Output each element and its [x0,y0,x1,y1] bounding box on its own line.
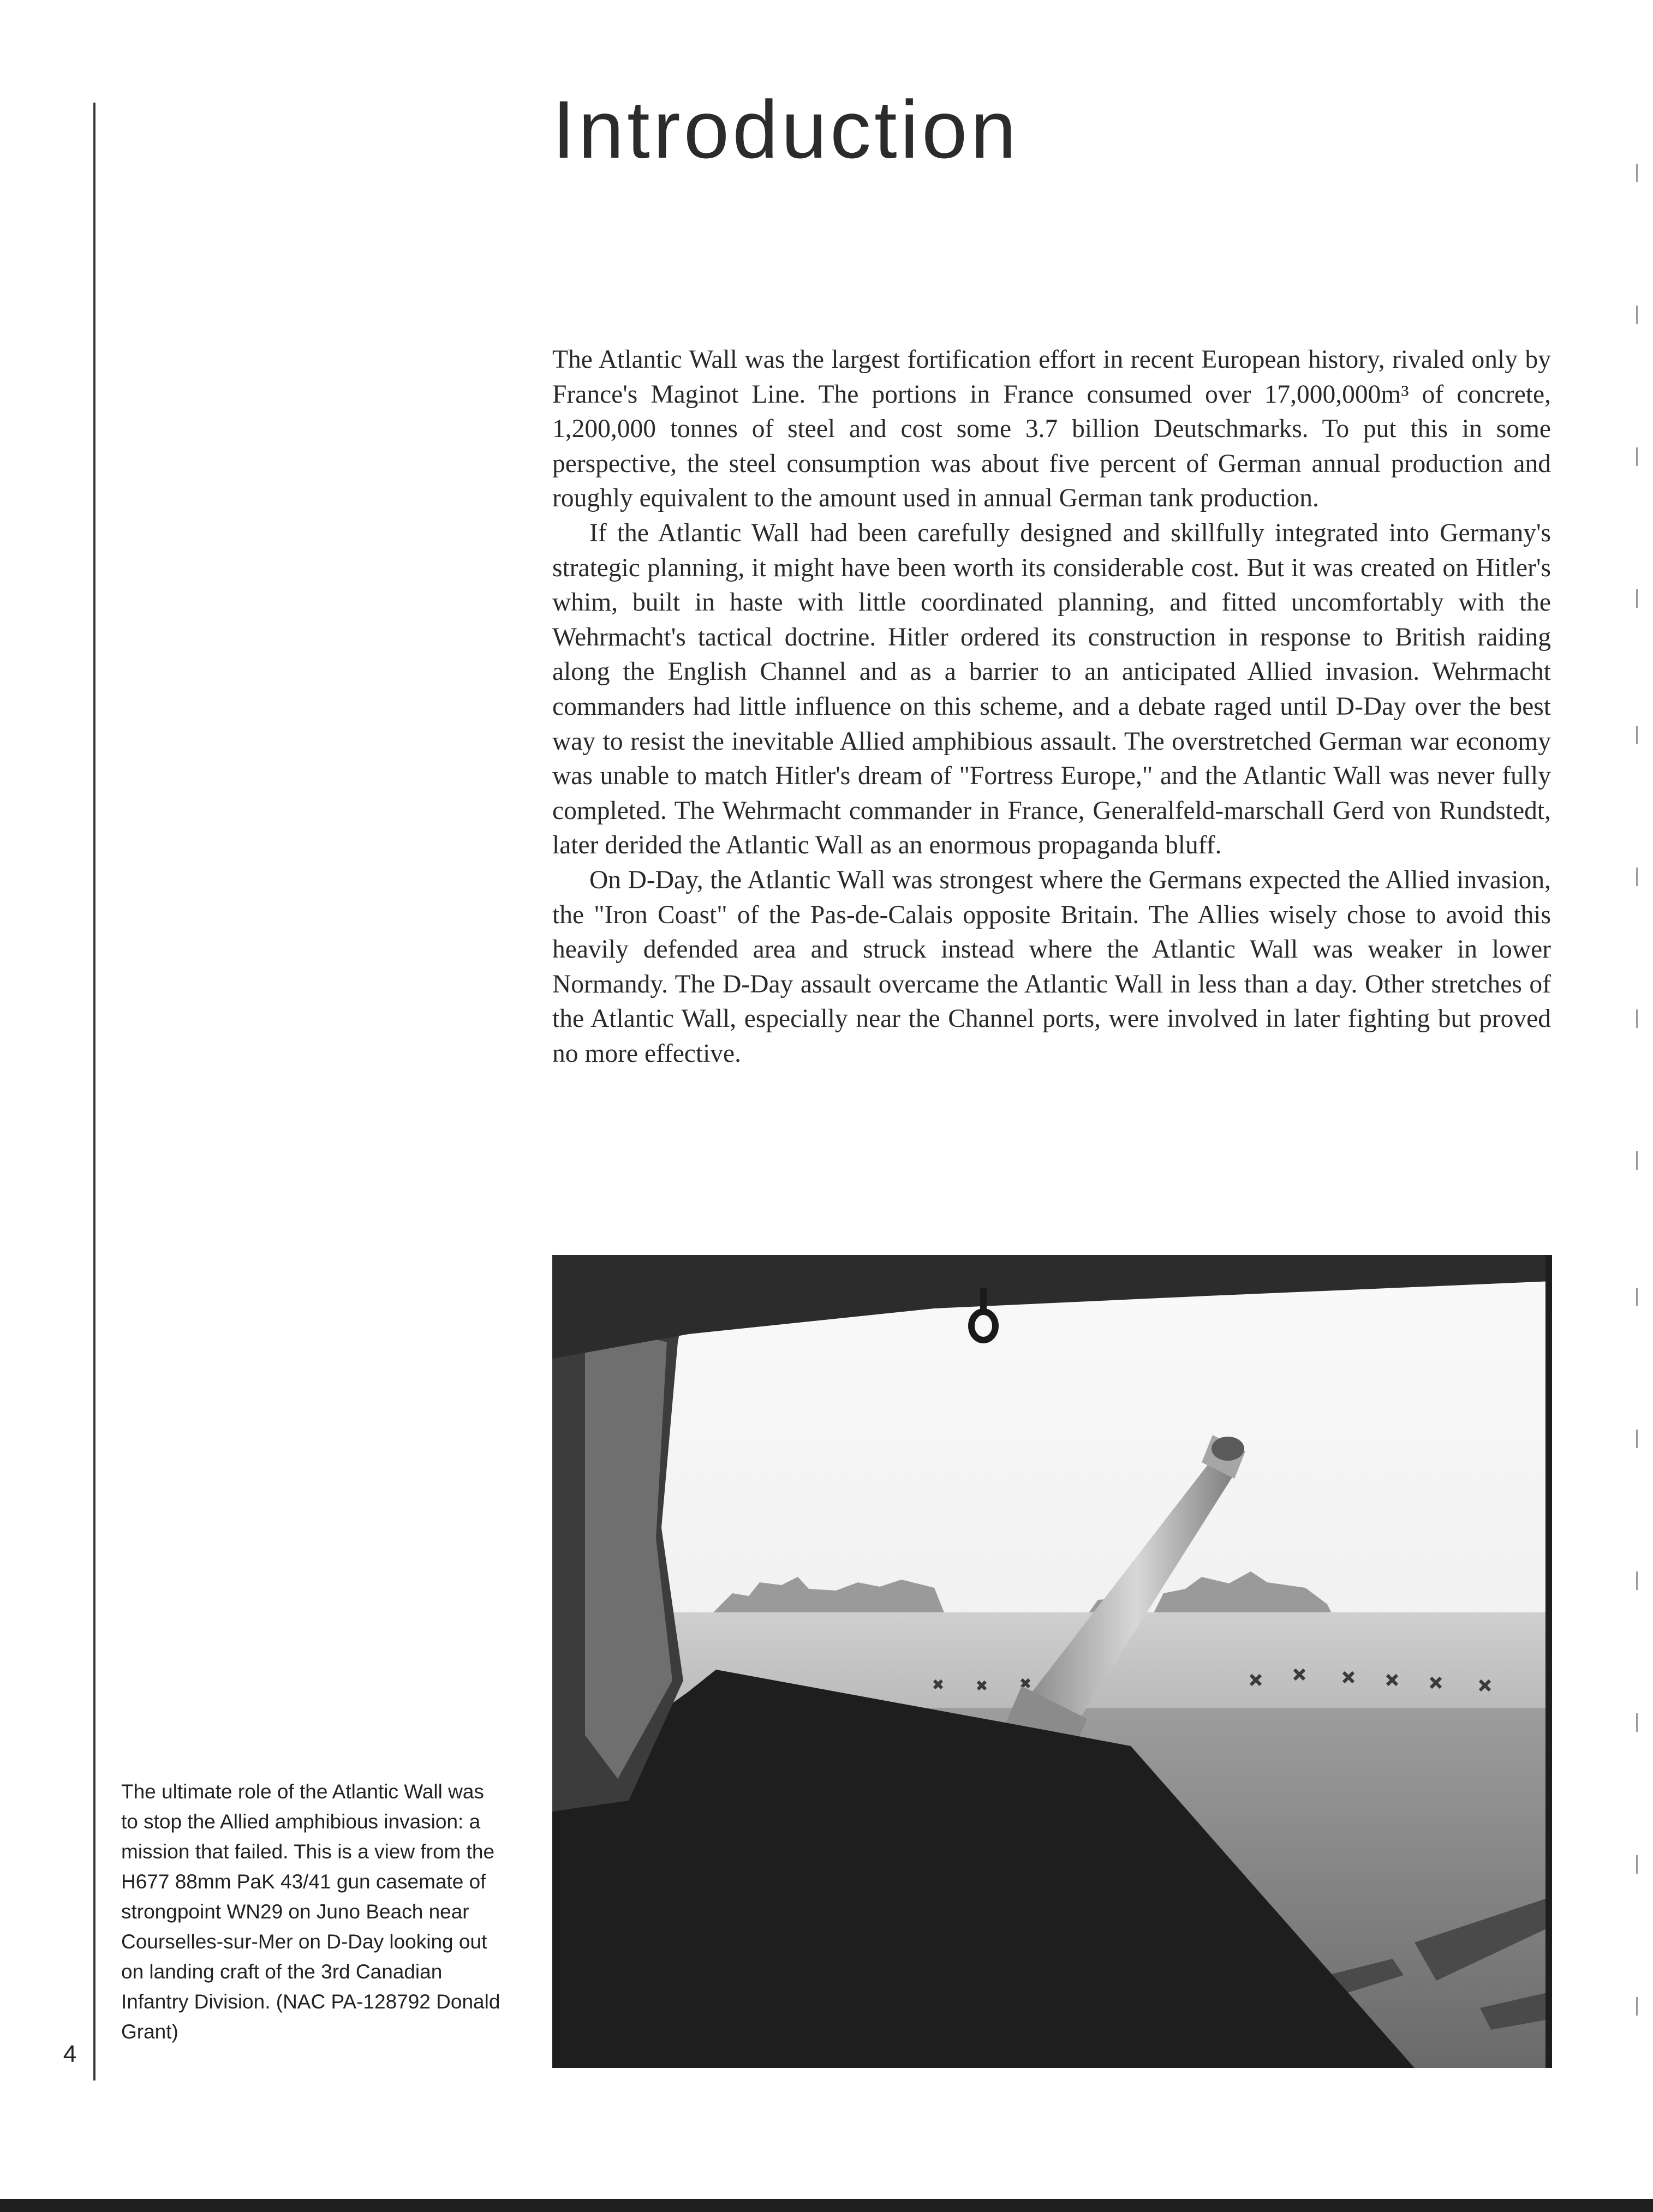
body-text [552,343,1551,1071]
body-paragraph-3: On D-Day, the Atlantic Wall was strongest where the Germans expected the Allied invasion, the "Iron Coast" of the Pas-de-Calais opposite Britain. The Allies wisely chose to avoid this heavily defended area and struck instead where the Atlantic Wall was weaker in lower Normandy. The D-Day assault overcame the Atlantic Wall in less than a day. Other stretches of the Atlantic Wall, especially near the Channel ports, were involved in later fighting but proved no more effective. [552,865,1551,1068]
page-bottom-edge [0,2199,1653,2212]
body-paragraph-1: The Atlantic Wall was the largest fortification effort in recent European history, rivaled only by France's Maginot Line. The portions in France consumed over 17,000,000m³ of concrete, 1,200,000 tonnes of steel and cost some 3.7 billion Deutschmarks. To put this in some perspective, the steel consumption was about five percent of German annual production and roughly equivalent to the amount used in annual German tank production. [552,345,1551,513]
casemate-photo [552,1255,1552,2068]
page-edge-marks [1620,0,1653,2212]
body-paragraph-2: If the Atlantic Wall had been carefully designed and skillfully integrated into Germany's strategic planning, it might have been worth its considerable cost. But it was created on Hitler's whim, built in haste with little coordinated planning, and fitted uncomfortably with the Wehrmacht's tactical doctrine. Hitler ordered its construction in response to British raiding along the English Channel and as a barrier to an anticipated Allied invasion. Wehrmacht commanders had little influence on this scheme, and a debate raged until D-Day over the best way to resist the inevitable Allied amphibious assault. The overstretched German war economy was unable to match Hitler's dream of "Fortress Europe," and the Atlantic Wall was never fully completed. The Wehrmacht commander in France, Generalfeld-marschall Gerd von Rundstedt, later derided the Atlantic Wall as an enormous propaganda bluff. [552,518,1551,860]
page-number: 4 [63,2041,77,2067]
right-frame [1545,1255,1552,2068]
margin-rule [93,103,96,2081]
photo-caption: The ultimate role of the Atlantic Wall was to stop the Allied amphibious invasion: a mission that failed. This is a view from the H677 88mm PaK 43/41 gun casemate of strongpoint WN29 on Juno Beach near Courselles-sur-Mer on D-Day looking out on landing craft of the 3rd Canadian Infantry Division. (NAC PA-128792 Donald Grant) [121,1780,500,2043]
casemate-photo-illustration [552,1255,1552,2068]
page-title: Introduction [552,83,1019,175]
